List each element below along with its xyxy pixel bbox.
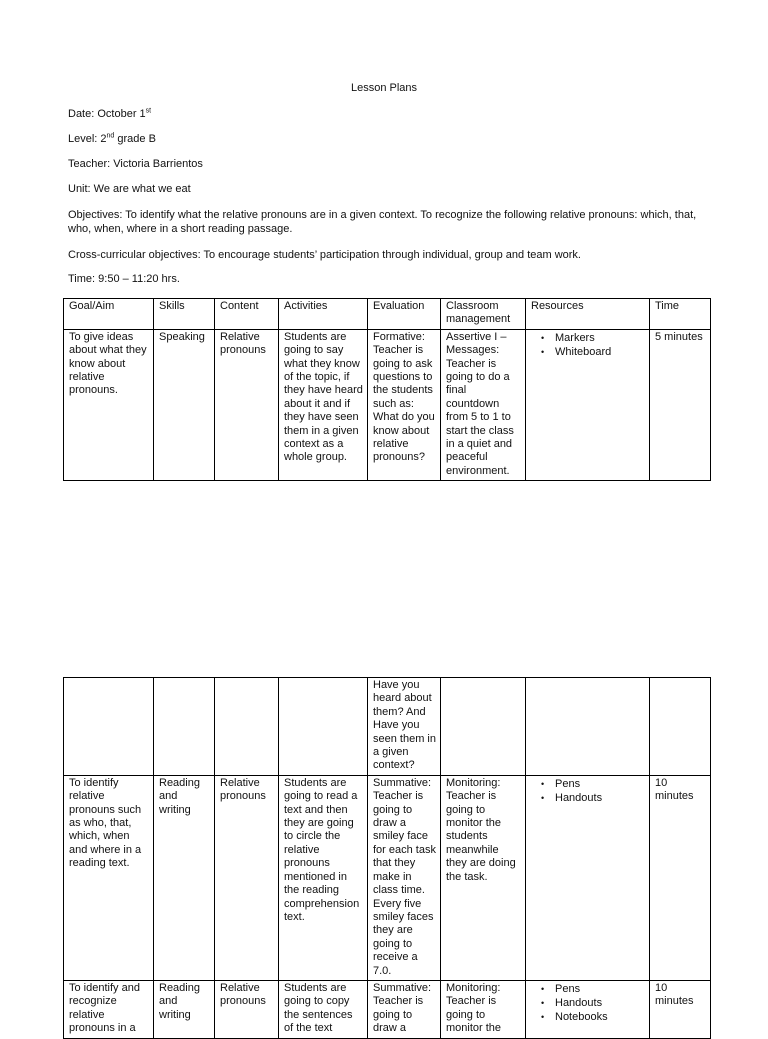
- resources-list: [531, 982, 645, 1024]
- management-cell: Monitoring: Teacher is going to monitor the: [441, 980, 526, 1038]
- date-superscript: st: [145, 107, 152, 115]
- lesson-plan-table-continued: [63, 677, 711, 1039]
- skills-cell: Reading and writing: [154, 980, 215, 1038]
- resource-item: • Whiteboard: [555, 345, 645, 359]
- management-cell: [441, 678, 526, 776]
- unit-line: Unit: We are what we eat: [68, 183, 191, 195]
- table-row: [64, 980, 711, 1038]
- goal-cell: To give ideas about what they know about relative pronouns.: [64, 329, 154, 480]
- lesson-plan-table: [63, 298, 711, 481]
- column-header-goal: Goal/Aim: [64, 299, 154, 330]
- goal-cell: [64, 678, 154, 776]
- goal-cell: To identify relative pronouns such as who, that, which, when and where in a reading text.: [64, 775, 154, 980]
- resources-cell: [526, 775, 650, 980]
- evaluation-cell: Have you heard about them? And Have you seen them in a given context?: [368, 678, 441, 776]
- content-cell: Relative pronouns: [215, 329, 279, 480]
- skills-cell: Speaking: [154, 329, 215, 480]
- table-row: [64, 775, 711, 980]
- management-cell: Monitoring: Teacher is going to monitor the students meanwhile they are doing the task.: [441, 775, 526, 980]
- resource-item: • Markers: [555, 331, 645, 345]
- time-cell: 5 minutes: [650, 329, 711, 480]
- goal-cell: To identify and recognize relative pronouns in a: [64, 980, 154, 1038]
- column-header-resources: Resources: [526, 299, 650, 330]
- evaluation-cell: Formative: Teacher is going to ask questions to the students such as: What do you know about relative pronouns?: [368, 329, 441, 480]
- skills-cell: Reading and writing: [154, 775, 215, 980]
- resource-item: • Handouts: [555, 791, 645, 805]
- management-cell: Assertive I – Messages: Teacher is going to do a final countdown from 5 to 1 to start the class in a quiet and peaceful environment.: [441, 329, 526, 480]
- level-superscript: nd: [106, 132, 115, 140]
- resources-cell: [526, 678, 650, 776]
- resource-item: • Pens: [555, 982, 645, 996]
- cross-curricular-line: Cross-curricular objectives: To encourage students’ participation through individual, group and team work.: [68, 249, 581, 261]
- column-header-classroom-management: Classroom management: [441, 299, 526, 330]
- evaluation-cell: Summative: Teacher is going to draw a smiley face for each task that they make in class time. Every five smiley faces they are going to receive a 7.0.: [368, 775, 441, 980]
- column-header-content: Content: [215, 299, 279, 330]
- table-row: [64, 329, 711, 480]
- objectives-paragraph: Objectives: To identify what the relative pronouns are in a given context. To recognize the following relative pronouns: which, that, who, when, where in a short reading passage.: [68, 209, 697, 235]
- evaluation-cell: Summative: Teacher is going to draw a: [368, 980, 441, 1038]
- resource-item: • Pens: [555, 777, 645, 791]
- date-line: [68, 107, 151, 121]
- level-line: [68, 132, 156, 146]
- column-header-time: Time: [650, 299, 711, 330]
- content-cell: Relative pronouns: [215, 980, 279, 1038]
- table-row: [64, 678, 711, 776]
- resources-cell: [526, 329, 650, 480]
- page-title: Lesson Plans: [350, 82, 418, 94]
- level-text: Level: 2: [68, 133, 107, 145]
- time-cell: [650, 678, 711, 776]
- level-rest: grade B: [114, 133, 156, 145]
- resource-item: • Notebooks: [555, 1010, 645, 1024]
- date-text: Date: October 1: [68, 108, 146, 120]
- content-cell: [215, 678, 279, 776]
- resources-list: [531, 777, 645, 805]
- time-line: Time: 9:50 – 11:20 hrs.: [68, 273, 180, 285]
- resource-item: • Handouts: [555, 996, 645, 1010]
- activities-cell: Students are going to say what they know of the topic, if they have heard about it and if they have seen them in a given context as a whole group.: [279, 329, 368, 480]
- column-header-skills: Skills: [154, 299, 215, 330]
- column-header-activities: Activities: [279, 299, 368, 330]
- content-cell: Relative pronouns: [215, 775, 279, 980]
- time-cell: 10 minutes: [650, 775, 711, 980]
- time-cell: 10 minutes: [650, 980, 711, 1038]
- activities-cell: [279, 678, 368, 776]
- resources-cell: [526, 980, 650, 1038]
- activities-cell: Students are going to read a text and then they are going to circle the relative pronouns mentioned in the reading comprehension text.: [279, 775, 368, 980]
- teacher-line: Teacher: Victoria Barrientos: [68, 158, 203, 170]
- table-header-row: [64, 299, 711, 330]
- column-header-evaluation: Evaluation: [368, 299, 441, 330]
- skills-cell: [154, 678, 215, 776]
- activities-cell: Students are going to copy the sentences of the text: [279, 980, 368, 1038]
- resources-list: [531, 331, 645, 359]
